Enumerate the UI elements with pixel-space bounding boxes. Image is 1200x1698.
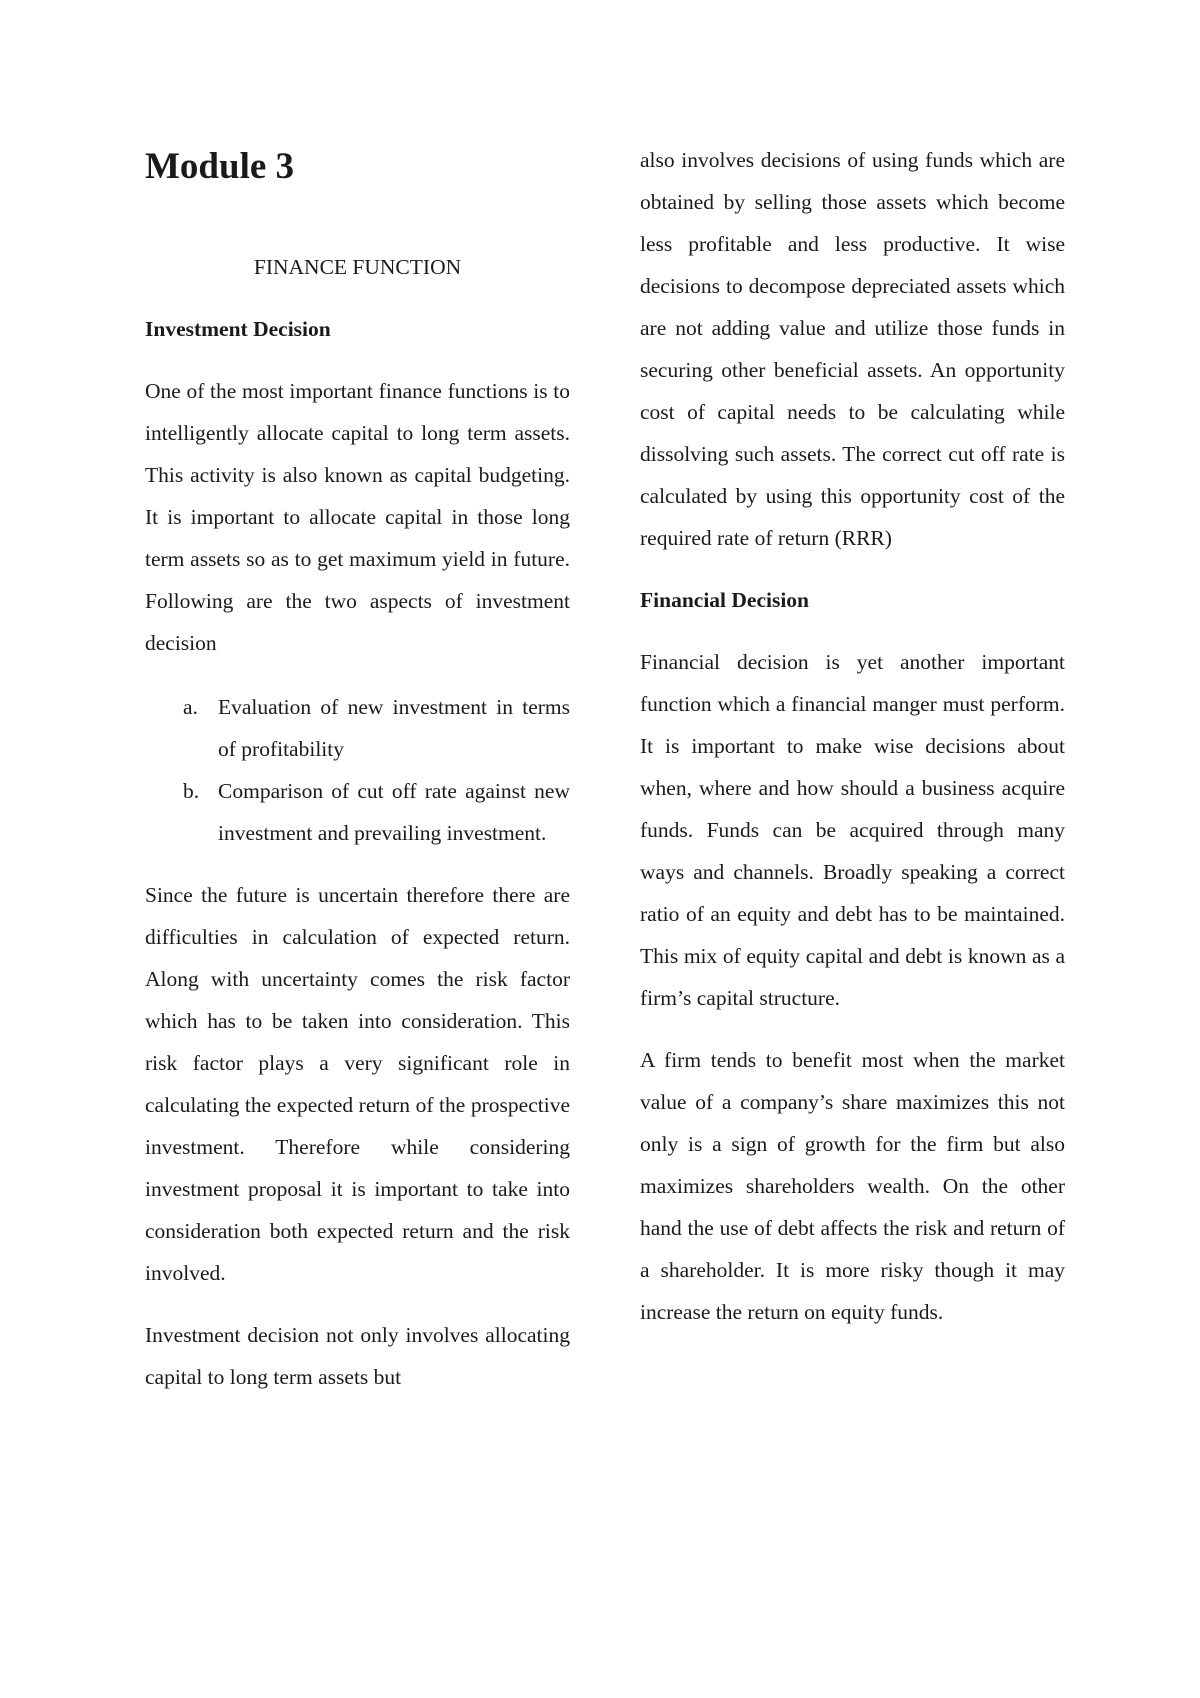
- left-column: [145, 140, 570, 1398]
- list-item: [145, 686, 570, 770]
- list-marker: a.: [183, 695, 198, 719]
- financial-decision-heading: Financial Decision: [640, 588, 810, 612]
- investment-decision-heading: Investment Decision: [145, 317, 331, 341]
- right-column: [640, 139, 1065, 1333]
- paragraph: Investment decision not only involves allocating capital to long term assets but: [145, 1323, 570, 1389]
- list-item: [145, 770, 570, 854]
- paragraph: also involves decisions of using funds which are obtained by selling those assets which become less profitable and less productive. It wise decisions to decompose depreciated assets which are not adding value and utilize those funds in securing other beneficial assets. An opportunity cost of capital needs to be calculating while dissolving such assets. The correct cut off rate is calculated by using this opportunity cost of the required rate of return (RRR): [640, 148, 1065, 550]
- list-item-text: Comparison of cut off rate against new investment and prevailing investment.: [218, 779, 570, 845]
- paragraph: One of the most important finance functions is to intelligently allocate capital to long term assets. This activity is also known as capital budgeting. It is important to allocate capital in those long term assets so as to get maximum yield in future. Following are the two aspects of investment decision: [145, 379, 570, 655]
- paragraph: Financial decision is yet another important function which a financial manger must perform. It is important to make wise decisions about when, where and how should a business acquire funds. Funds can be acquired through many ways and channels. Broadly speaking a correct ratio of an equity and debt has to be maintained. This mix of equity capital and debt is known as a firm’s capital structure.: [640, 650, 1065, 1010]
- list-item-text: Evaluation of new investment in terms of profitability: [218, 695, 570, 761]
- list-marker: b.: [183, 779, 200, 803]
- paragraph: Since the future is uncertain therefore there are difficulties in calculation of expected return. Along with uncertainty comes the risk factor which has to be taken into consideration. This risk factor plays a very significant role in calculating the expected return of the prospective investment. Therefore while considering investment proposal it is important to take into consideration both expected return and the risk involved.: [145, 883, 570, 1285]
- section-heading: FINANCE FUNCTION: [253, 255, 462, 279]
- module-title: Module 3: [145, 146, 295, 187]
- paragraph: A firm tends to benefit most when the market value of a company’s share maximizes this not only is a sign of growth for the firm but also maximizes shareholders wealth. On the other hand the use of debt affects the risk and return of a shareholder. It is more risky though it may increase the return on equity funds.: [640, 1048, 1065, 1324]
- aspects-list: [145, 686, 570, 854]
